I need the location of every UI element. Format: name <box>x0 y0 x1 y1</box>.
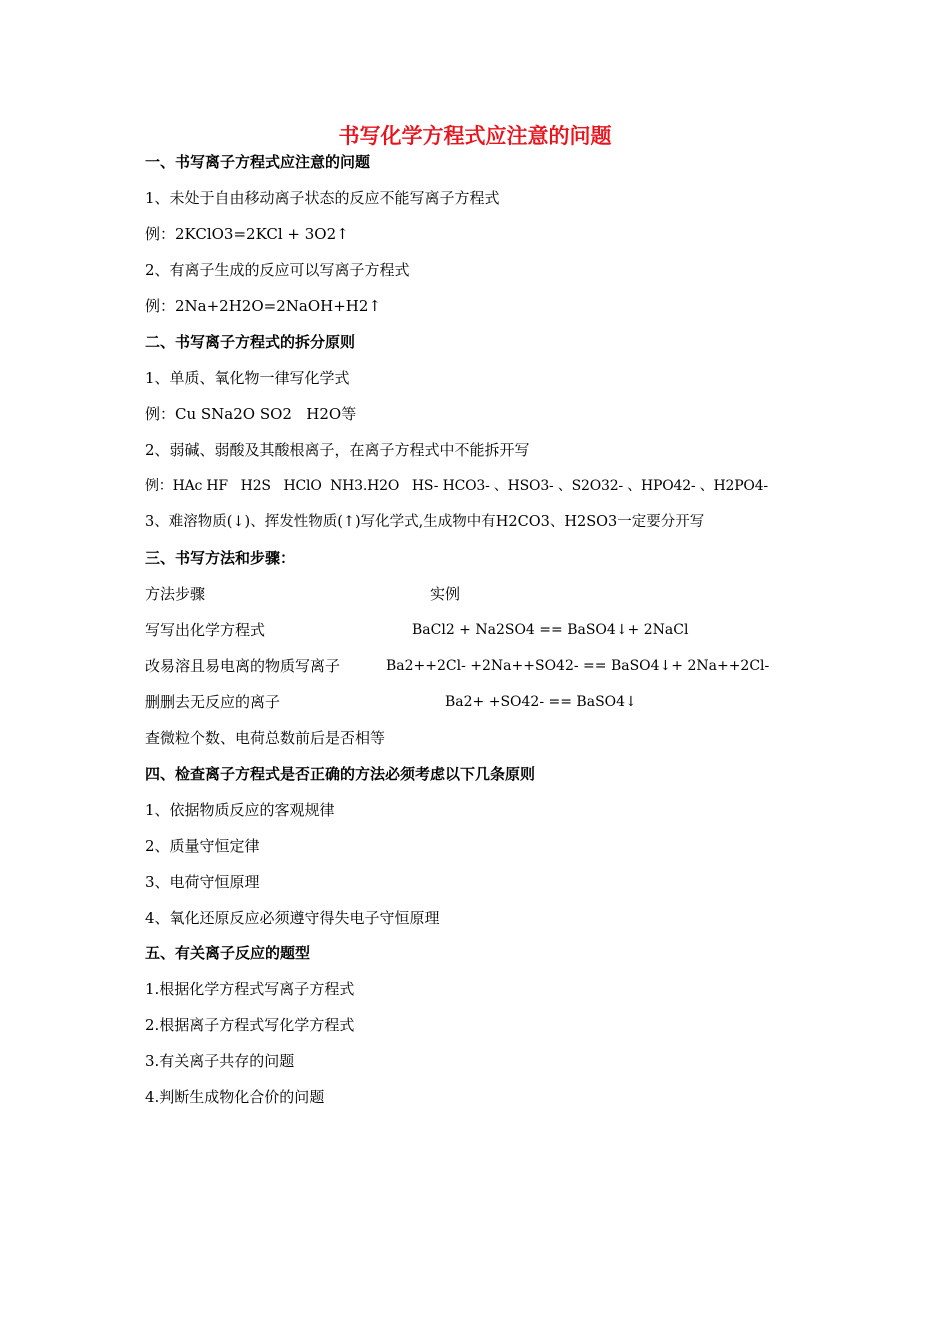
s1-line-2: 例：2KClO3=2KCl + 3O2↑ <box>145 225 349 243</box>
s1-line-4: 例：2Na+2H2O=2NaOH+H2↑ <box>145 297 381 315</box>
s2-line-5: 3、难溶物质(↓)、挥发性物质(↑)写化学式,生成物中有H2CO3、H2SO3一定要分开写 <box>145 514 705 530</box>
document-title: 书写化学方程式应注意的问题 <box>338 124 612 148</box>
s5-line-1: 1.根据化学方程式写离子方程式 <box>145 980 355 998</box>
s5-line-3: 3.有关离子共存的问题 <box>145 1052 295 1070</box>
s1-line-1: 1、未处于自由移动离子状态的反应不能写离子方程式 <box>145 189 500 207</box>
s4-line-3: 3、电荷守恒原理 <box>145 873 260 891</box>
s3-header-left: 方法步骤 <box>145 585 206 603</box>
s3-row-2-right: Ba2++2Cl- +2Na++SO42- == BaSO4↓+ 2Na++2Cl- <box>386 658 770 674</box>
s3-row-1-left: 写写出化学方程式 <box>145 621 266 639</box>
s5-line-2: 2.根据离子方程式写化学方程式 <box>145 1016 355 1034</box>
s1-line-3: 2、有离子生成的反应可以写离子方程式 <box>145 261 410 279</box>
s2-line-1: 1、单质、氧化物一律写化学式 <box>145 369 350 387</box>
s2-line-4: 例：HAc HF H2S HClO NH3.H2O HS- HCO3- 、HSO3- 、S2O32- 、HPO42- 、H2PO4- <box>145 478 768 494</box>
s5-line-4: 4.判断生成物化合价的问题 <box>145 1088 325 1106</box>
section-3-heading: 三、书写方法和步骤： <box>145 549 296 567</box>
s2-line-2: 例：Cu SNa2O SO2 H2O等 <box>145 405 357 423</box>
section-4-heading: 四、检查离子方程式是否正确的方法必须考虑以下几条原则 <box>145 765 536 783</box>
section-2-heading: 二、书写离子方程式的拆分原则 <box>145 333 356 351</box>
section-1-heading: 一、书写离子方程式应注意的问题 <box>145 153 371 171</box>
s3-header-right: 实例 <box>430 585 461 603</box>
section-5-heading: 五、有关离子反应的题型 <box>145 944 311 962</box>
s4-line-2: 2、质量守恒定律 <box>145 837 260 855</box>
s3-row-1-right: BaCl2 + Na2SO4 == BaSO4↓+ 2NaCl <box>412 622 689 638</box>
s3-row-4-left: 查微粒个数、电荷总数前后是否相等 <box>145 729 386 747</box>
s4-line-1: 1、依据物质反应的客观规律 <box>145 801 335 819</box>
s3-row-2-left: 改易溶且易电离的物质写离子 <box>145 657 341 675</box>
s3-row-3-left: 删删去无反应的离子 <box>145 693 281 711</box>
s4-line-4: 4、氧化还原反应必须遵守得失电子守恒原理 <box>145 909 440 927</box>
s3-row-3-right: Ba2+ +SO42- == BaSO4↓ <box>445 694 637 710</box>
s2-line-3: 2、弱碱、弱酸及其酸根离子，在离子方程式中不能拆开写 <box>145 441 530 459</box>
